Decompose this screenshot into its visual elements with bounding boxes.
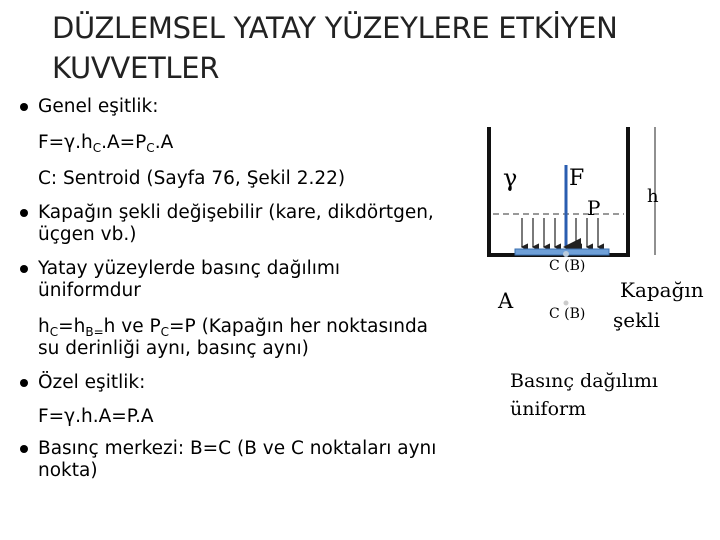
gate-shape-label-2: şekli (613, 308, 661, 332)
bullet-3-line-2: üniformdur (38, 280, 141, 301)
uniform-label-1: Basınç dağılımı (510, 370, 659, 392)
bullet-2-line-2: üçgen vb.) (38, 224, 137, 245)
bullet-1-equation: $F=\gamma.h_C.A=P_C.A$ (38, 132, 174, 155)
depth-label: h (647, 186, 659, 207)
title-line-1: DÜZLEMSEL YATAY YÜZEYLERE ETKİYEN (52, 11, 618, 45)
bullet-3-line-4: su derinliği aynı, basınç aynı) (38, 338, 309, 359)
gamma-label: γ (503, 164, 518, 192)
center-label-top: C (B) (549, 258, 586, 274)
bullet-5-line-2: nokta) (38, 460, 98, 481)
center-point (563, 251, 569, 257)
gate-centroid (564, 301, 569, 306)
gate-plate (515, 249, 609, 255)
bullet-1-head: Genel eşitlik: (38, 96, 159, 117)
force-label: F (569, 166, 585, 191)
bullet-1-note: C: Sentroid (Sayfa 76, Şekil 2.22) (38, 168, 346, 189)
bullet-4-equation: F=γ.h.A=P.A (38, 406, 154, 427)
bullet-3-equation: $h_C=h_{B=}h$ ve $P_C=P$ (Kapağın her noktasında (38, 316, 429, 339)
gate-shape-label-1: Kapağın (620, 278, 704, 302)
uniform-label-2: üniform (510, 398, 587, 420)
pressure-label: P (587, 196, 601, 220)
center-label-bottom: C (B) (549, 306, 586, 322)
area-label: A (498, 289, 514, 313)
title-line-2: KUVVETLER (52, 51, 220, 85)
pressure-arrows (522, 218, 598, 247)
